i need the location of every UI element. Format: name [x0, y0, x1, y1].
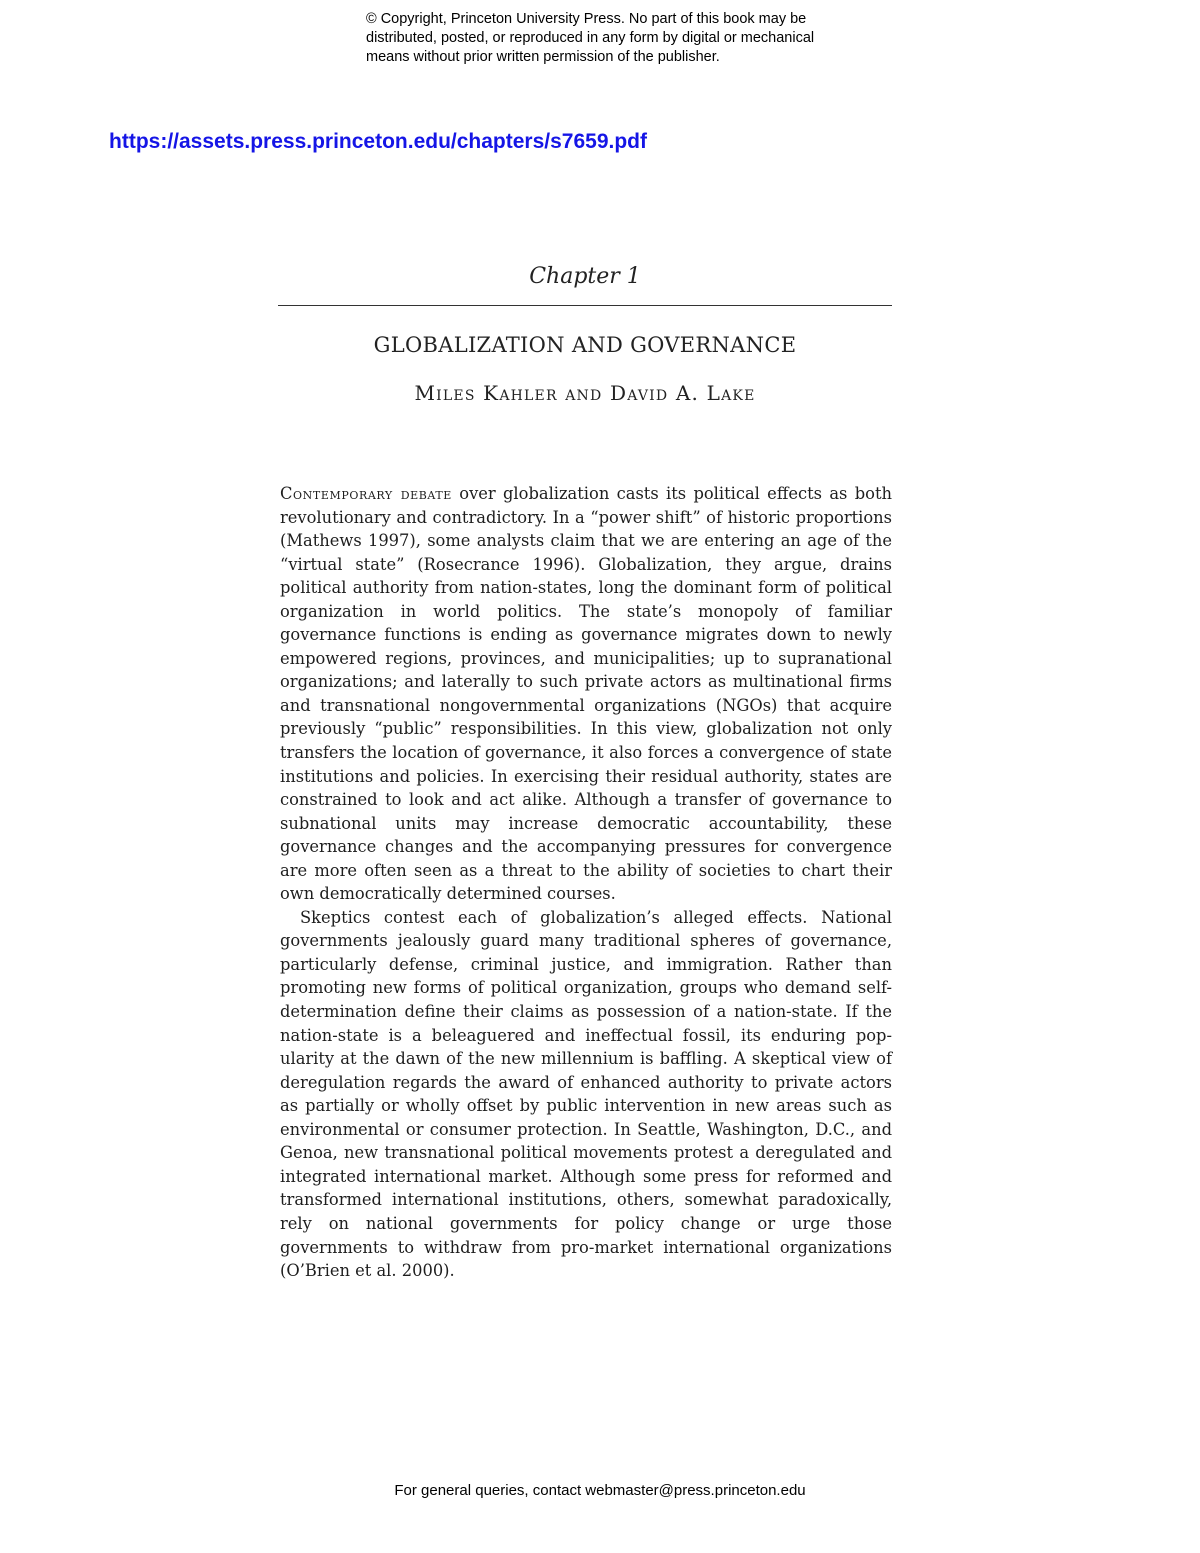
chapter-body	[280, 482, 892, 1283]
body-paragraph-2: Skeptics contest each of globalization’s alleged effects. National governments jealously guard many traditional spheres of governance, particularly defense, criminal justice, and immigration. Rather than promoting new forms of political organization, groups who demand self-determination define their claims as possession of a nation-state. If the nation-state is a beleaguered and ineffectual fossil, its enduring popularity at the dawn of the new millennium is baffling. A skeptical view of deregulation regards the award of enhanced authority to private actors as partially or wholly offset by public intervention in new areas such as environmental or consumer protection. In Seattle, Washington, D.C., and Genoa, new transnational political movements protest a deregulated and integrated international market. Although some press for reformed and transformed international institutions, others, somewhat paradoxically, rely on national governments for policy change or urge those governments to withdraw from pro-market international organizations (O’Brien et al. 2000).	[280, 907, 892, 1281]
chapter-divider	[278, 305, 892, 306]
copyright-line-2: distributed, posted, or reproduced in any form by digital or mechanical	[366, 30, 815, 46]
body-paragraph-1	[280, 482, 892, 906]
paragraph-lead-in: Contemporary debate	[280, 484, 452, 503]
footer-contact: For general queries, contact webmaster@press.princeton.edu	[394, 1482, 806, 1499]
copyright-line-3: means without prior written permission of the publisher.	[366, 49, 720, 65]
chapter-pdf-link[interactable]: https://assets.press.princeton.edu/chapters/s7659.pdf	[109, 130, 648, 153]
chapter-authors: Miles Kahler and David A. Lake	[414, 381, 756, 405]
chapter-title: GLOBALIZATION AND GOVERNANCE	[373, 333, 797, 357]
paragraph-1-text: over globalization casts its political effects as both revolutionary and contradictory. In a “power shift” of historic proportions (Mathews 1997), some analysts claim that we are entering an age of the “virtual state” (Rosecrance 1996). Globalization, they argue, drains political authority from nation-states, long the dominant form of political organization in world politics. The state’s monopoly of familiar governance functions is ending as governance migrates down to newly empowered regions, provinces, and municipalities; up to supranational organizations; and laterally to such private actors as multinational firms and transnational nongovernmental organizations (NGOs) that acquire previously “public” responsibilities. In this view, globalization not only transfers the location of governance, it also forces a convergence of state institutions and policies. In exercising their residual authority, states are constrained to look and act alike. Although a transfer of governance to subnational units may increase democratic accountability, these governance changes and the accompanying pressures for convergence are more often seen as a threat to the ability of societies to chart their own democratically determined courses.	[280, 484, 892, 904]
copyright-notice	[366, 10, 866, 67]
chapter-label: Chapter 1	[529, 264, 641, 289]
copyright-line-1: © Copyright, Princeton University Press. No part of this book may be	[366, 11, 807, 27]
